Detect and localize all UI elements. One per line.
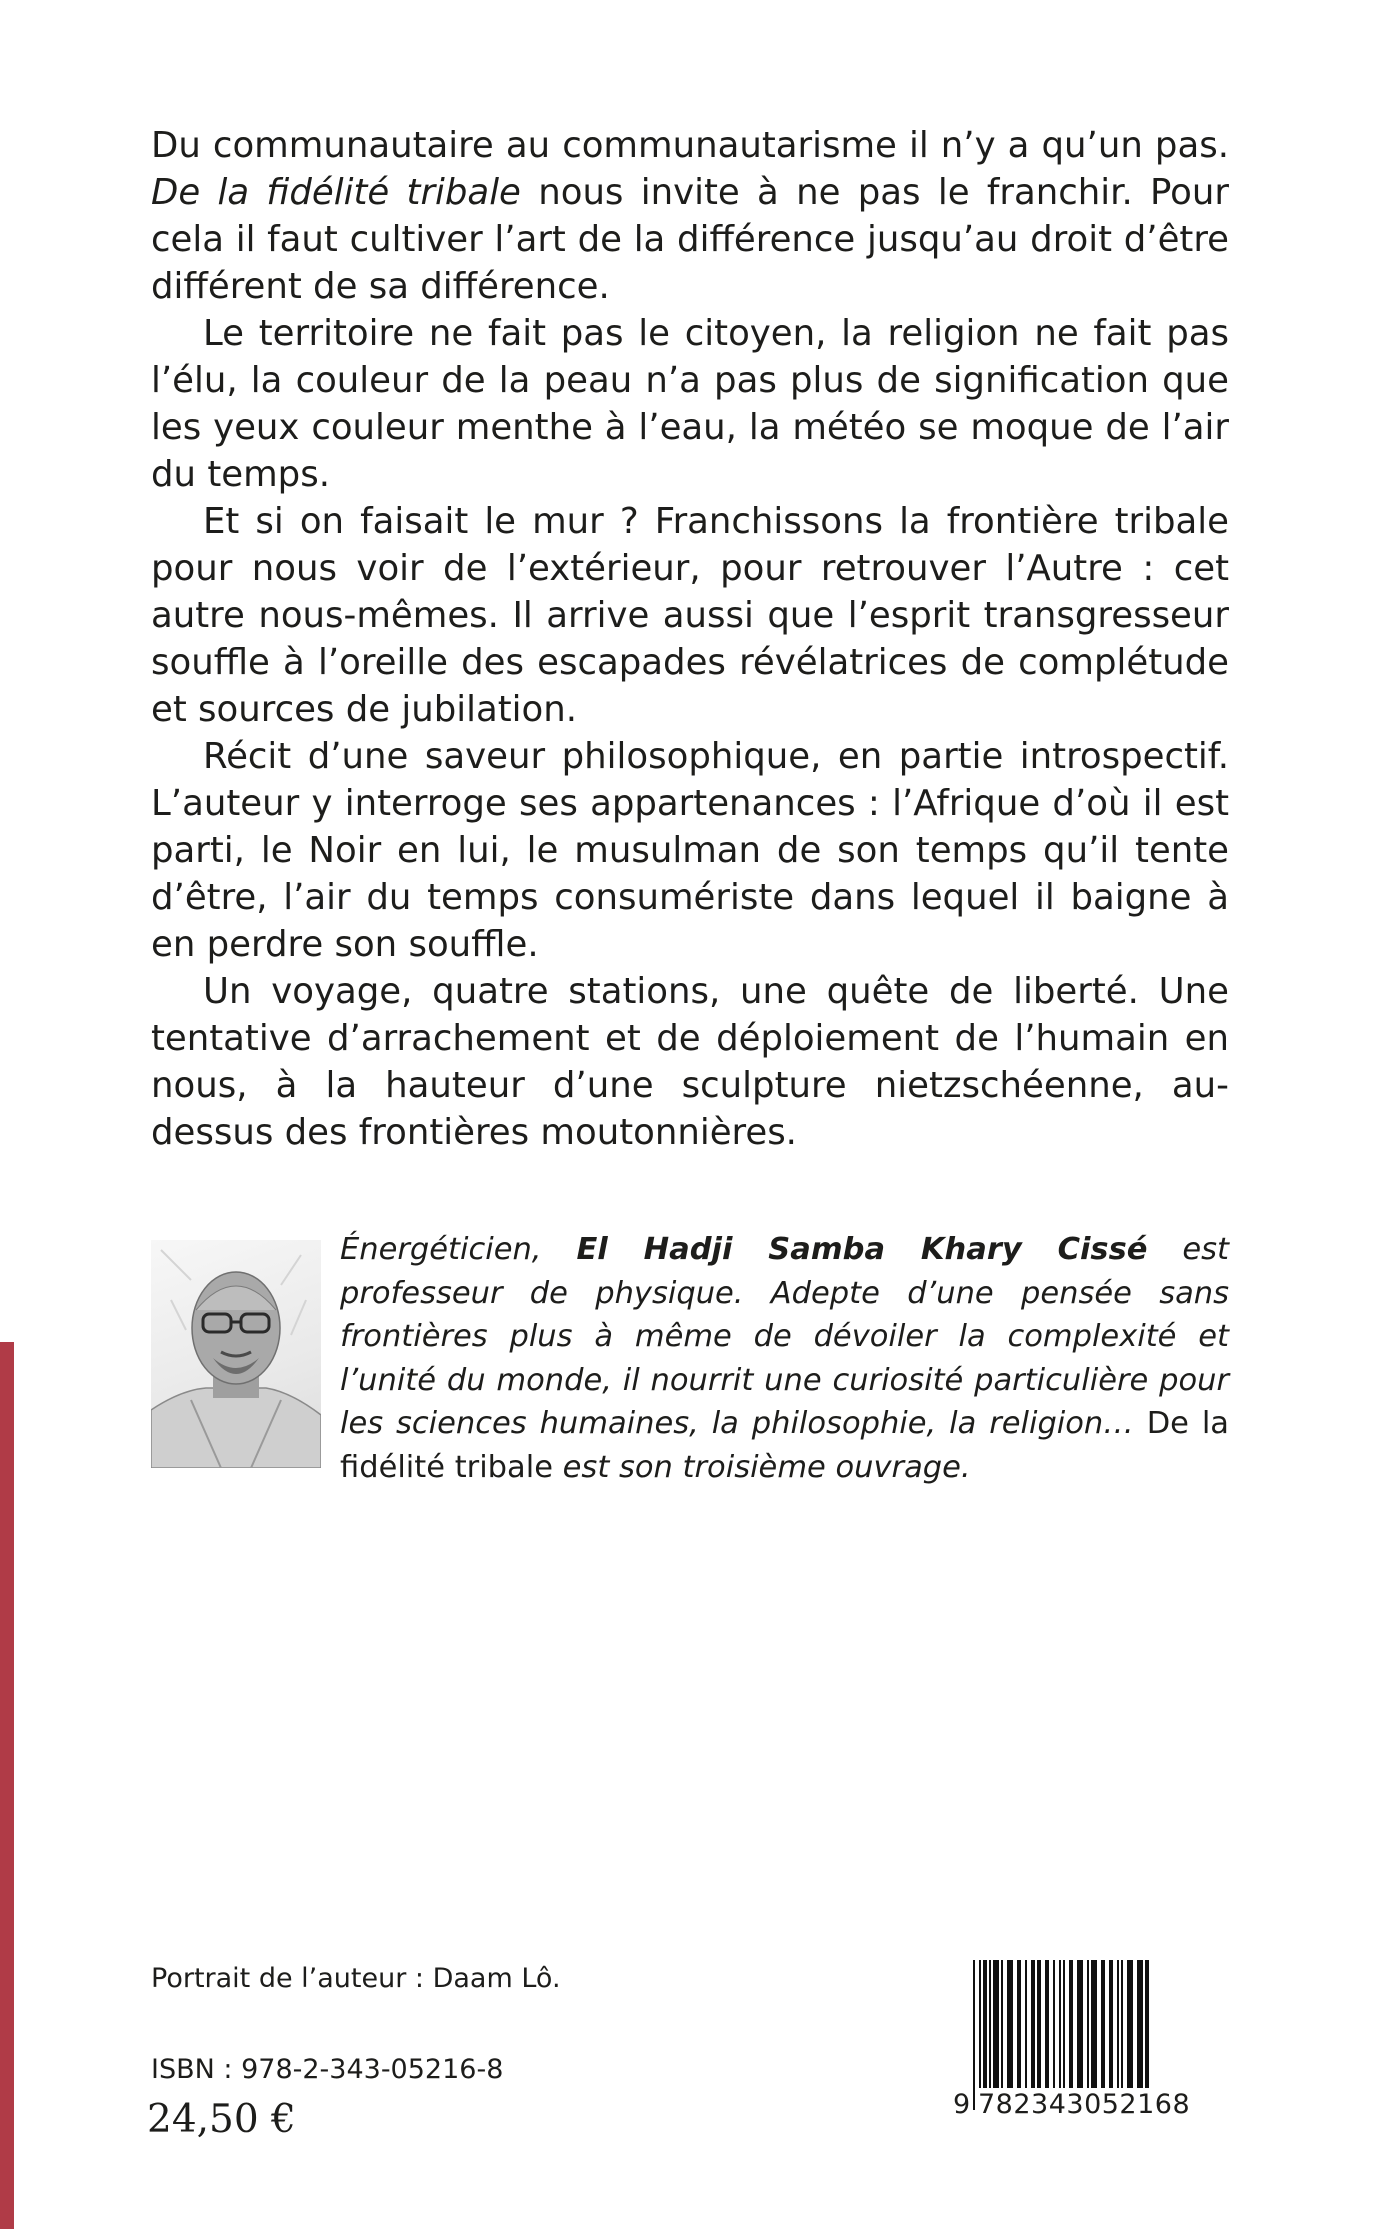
blurb-paragraph-4: Récit d’une saveur philosophique, en partie introspectif. L’auteur y interroge ses appartenances : l’Afrique d’où il est parti, le Noir en lui, le musulman de son temps qu’il tente d’être, l’air du temps consumériste dans lequel il baigne à en perdre son souffle.	[151, 736, 1229, 965]
barcode-bar	[1101, 1960, 1105, 2088]
barcode-first-digit: 9	[953, 2089, 971, 2120]
blurb-paragraph-2: Le territoire ne fait pas le citoyen, la religion ne fait pas l’élu, la couleur de la peau n’a pas plus de signification que les yeux couleur menthe à l’eau, la météo se moque de l’air du temps.	[151, 313, 1229, 495]
barcode-bar	[1117, 1960, 1119, 2088]
accent-bar	[0, 1342, 14, 2229]
barcode-bar	[983, 1960, 987, 2088]
portrait-sketch	[151, 1240, 321, 1468]
isbn: ISBN : 978-2-343-05216-8	[151, 2054, 504, 2085]
barcode-bar	[1037, 1960, 1041, 2088]
blurb-paragraph-1: Du communautaire au communautarisme il n’y a qu’un pas. De la fidélité tribale nous invite à ne pas le franchir. Pour cela il faut cultiver l’art de la différence jusqu’au droit d’être différent de sa différence.	[151, 125, 1229, 307]
author-bio: Énergéticien, El Hadji Samba Khary Cissé est professeur de physique. Adepte d’une pensée sans frontières plus à même de dévoiler la complexité et l’unité du monde, il nourrit une curiosité particulière pour les sciences humaines, la philosophie, la religion… De la fidélité tribale est son troisième ouvrage.	[340, 1232, 1229, 1485]
barcode-bar	[1087, 1960, 1089, 2088]
barcode-bar	[1069, 1960, 1073, 2088]
barcode-bar	[989, 1960, 991, 2088]
barcode-number: 782343052168	[975, 2088, 1193, 2122]
back-cover-blurb	[151, 122, 1229, 1156]
barcode-bar	[1053, 1960, 1055, 2088]
price: 24,50 €	[147, 2097, 296, 2142]
barcode-bar	[1063, 1960, 1065, 2088]
barcode-bar	[1031, 1960, 1035, 2088]
barcode-bar	[993, 1960, 999, 2088]
author-portrait	[151, 1240, 321, 1468]
blurb-paragraph-5: Un voyage, quatre stations, une quête de liberté. Une tentative d’arrachement et de déploiement de l’humain en nous, à la hauteur d’une sculpture nietzschéenne, au-dessus des frontières moutonnières.	[151, 971, 1229, 1153]
barcode-bar	[1017, 1960, 1021, 2088]
barcode-bar	[1045, 1960, 1049, 2088]
book-title: De la fidélité tribale	[151, 172, 521, 213]
barcode-bar	[1077, 1960, 1083, 2088]
author-name: El Hadji Samba Khary Cissé	[576, 1232, 1148, 1267]
barcode-bar	[1091, 1960, 1097, 2088]
barcode-bar	[1007, 1960, 1013, 2088]
barcode-bar	[1001, 1960, 1003, 2088]
barcode-bar	[1121, 1960, 1123, 2088]
portrait-credit: Portrait de l’auteur : Daam Lô.	[151, 1963, 561, 1994]
barcode-bar	[1025, 1960, 1027, 2088]
barcode-bar	[1127, 1960, 1133, 2088]
barcode-bar	[1109, 1960, 1113, 2088]
book-title-mention: De la fidélité tribale	[340, 1406, 1229, 1485]
blurb-paragraph-3: Et si on faisait le mur ? Franchissons la frontière tribale pour nous voir de l’extérieur, pour retrouver l’Autre : cet autre nous-mêmes. Il arrive aussi que l’esprit transgresseur souffle à l’oreille des escapades révélatrices de complétude et sources de jubilation.	[151, 501, 1229, 730]
